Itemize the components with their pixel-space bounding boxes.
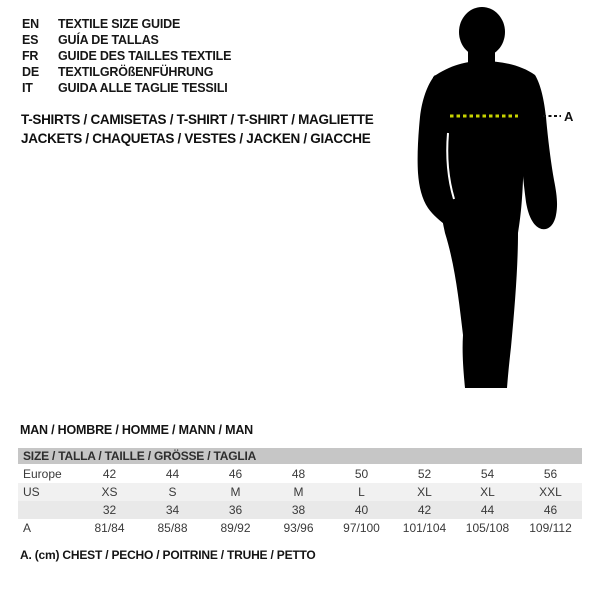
measurement-a-label: A [564,109,574,124]
size-cell: 40 [354,503,369,517]
row-label: US [23,485,40,499]
size-table-header: SIZE / TALLA / TAILLE / GRÖSSE / TAGLIA [18,448,582,464]
section-title-man: MAN / HOMBRE / HOMME / MANN / MAN [20,423,253,437]
size-cell: 101/104 [402,521,447,535]
lang-row-fr [22,48,231,64]
language-title-list [22,16,231,96]
size-cell: 56 [543,467,558,481]
lang-code: DE [22,65,39,79]
size-cell: L [358,485,365,499]
size-cell: 42 [102,467,117,481]
table-row-europe [18,465,582,483]
size-cell: 46 [228,467,243,481]
size-cell: 97/100 [343,521,380,535]
lang-label: TEXTILGRÖßENFÜHRUNG [58,65,214,79]
category-title-list [21,111,373,148]
size-cell: 38 [291,503,306,517]
size-cell: 42 [417,503,432,517]
table-row-chest-a [18,519,582,537]
row-label: A [23,521,32,535]
category-tshirts: T-SHIRTS / CAMISETAS / T-SHIRT / T-SHIRT / MAGLIETTE [21,112,374,127]
size-cell: 81/84 [94,521,125,535]
row-label: Europe [23,467,62,481]
size-cell: 89/92 [220,521,251,535]
lang-code: ES [22,33,39,47]
size-table [18,448,582,537]
lang-row-en [22,16,231,32]
size-cell: M [293,485,304,499]
size-cell: 34 [165,503,180,517]
row-label [18,501,78,519]
size-cell: 44 [480,503,495,517]
size-cell: 109/112 [529,521,572,535]
silhouette-shape [418,7,557,388]
lang-row-it [22,80,231,96]
table-row-alt-size [18,501,582,519]
size-cell: 32 [102,503,117,517]
lang-code: EN [22,17,39,31]
lang-label: GUIDE DES TAILLES TEXTILE [58,49,232,63]
man-silhouette-svg [405,5,580,395]
lang-code: IT [22,81,33,95]
man-silhouette-figure [405,5,580,395]
size-cell: 54 [480,467,495,481]
size-cell: 52 [417,467,432,481]
measurement-legend: A. (cm) CHEST / PECHO / POITRINE / TRUHE / PETTO [20,548,316,562]
category-jackets: JACKETS / CHAQUETAS / VESTES / JACKEN / GIACCHE [21,130,371,146]
size-cell: 85/88 [157,521,188,535]
lang-label: TEXTILE SIZE GUIDE [58,17,181,31]
size-cell: XS [101,485,118,499]
size-cell: M [230,485,241,499]
lang-label: GUÍA DE TALLAS [58,33,159,47]
size-cell: 48 [291,467,306,481]
size-cell: 44 [165,467,180,481]
table-row-us [18,483,582,501]
size-cell: XL [417,485,432,499]
size-cell: 105/108 [465,521,510,535]
size-cell: S [168,485,177,499]
lang-row-es [22,32,231,48]
lang-label: GUIDA ALLE TAGLIE TESSILI [58,81,228,95]
lang-code: FR [22,49,39,63]
size-cell: 36 [228,503,243,517]
size-cell: XXL [539,485,562,499]
size-cell: 46 [543,503,558,517]
lang-row-de [22,64,231,80]
size-cell: 93/96 [283,521,314,535]
size-cell: XL [480,485,495,499]
size-cell: 50 [354,467,369,481]
